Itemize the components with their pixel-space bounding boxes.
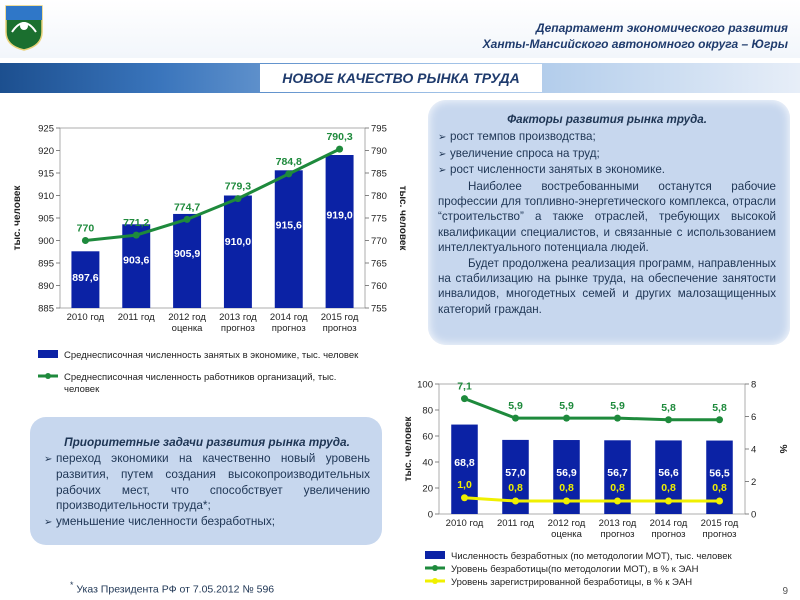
category-label: 2010 год [66, 312, 105, 323]
category-label: 2014 год [649, 518, 688, 529]
bar-value-label: 919,0 [326, 209, 353, 222]
slide-title: НОВОЕ КАЧЕСТВО РЫНКА ТРУДА [260, 64, 542, 92]
bar [326, 155, 354, 308]
line-value-label: 790,3 [326, 131, 353, 144]
plot-area [439, 384, 745, 514]
line-marker [665, 498, 672, 505]
category-label: 2012 год [168, 312, 206, 323]
factors-paragraph-programs: Будет продолжена реализация программ, направленных на стабилизацию на рынке труда, на обеспечение занятости инвалидов, многодетных семей и других малозащищенных категорий граждан. [438, 256, 776, 316]
line-marker [82, 237, 89, 244]
bar-value-label: 56,9 [556, 466, 577, 479]
line-value-label: 7,1 [457, 380, 472, 393]
bar-value-label: 915,6 [275, 219, 302, 232]
footnote [70, 580, 274, 596]
line-marker [563, 415, 570, 422]
left-axis-label: тыс. человек [403, 416, 414, 482]
line-value-label: 784,8 [275, 155, 302, 168]
bar-value-label: 910,0 [224, 235, 252, 248]
left-axis-label: тыс. человек [12, 185, 23, 251]
line-marker [716, 416, 723, 423]
category-label: 2015 год [700, 518, 739, 529]
line-marker [285, 170, 292, 177]
legend-marker [432, 565, 438, 571]
right-axis-label: % [777, 444, 788, 454]
slide-number: 9 [782, 586, 788, 597]
legend-swatch [425, 551, 445, 559]
left-axis-tick-label: 40 [422, 457, 433, 469]
right-axis-tick-label: 6 [751, 412, 757, 423]
bar-value-label: 897,6 [72, 272, 99, 285]
line-marker [614, 498, 621, 505]
category-label: прогноз [220, 323, 255, 334]
line-value-label: 5,9 [508, 400, 523, 413]
legend-marker [432, 578, 438, 584]
line-marker [716, 498, 723, 505]
priority-tasks-box [30, 417, 382, 545]
category-label: 2013 год [598, 518, 637, 529]
left-axis-tick-label: 915 [38, 168, 54, 180]
left-axis-tick-label: 885 [38, 303, 54, 315]
line-value-label: 770 [76, 222, 95, 235]
line-value-label: 0,8 [610, 482, 625, 494]
line-value-label: 5,8 [661, 401, 676, 414]
category-label: 2010 год [445, 518, 484, 529]
category-label: прогноз [600, 529, 635, 540]
department-name [483, 20, 788, 52]
line-marker [512, 498, 519, 505]
right-axis-tick-label: 780 [371, 191, 387, 202]
line-value-label: 0,8 [508, 482, 523, 494]
employment-chart [0, 118, 410, 408]
line-marker [461, 494, 468, 501]
bar [173, 214, 201, 308]
line-value-label: 779,3 [224, 180, 252, 193]
line-value-label: 5,9 [610, 400, 625, 413]
category-label: 2012 год [547, 518, 586, 529]
left-axis-tick-label: 900 [38, 236, 54, 247]
legend-label: Среднесписочная численность занятых в экономике, тыс. человек [64, 350, 359, 361]
category-label: 2011 год [117, 312, 155, 323]
line-marker [665, 416, 672, 423]
bar-value-label: 68,8 [454, 456, 475, 469]
left-axis-tick-label: 100 [417, 379, 433, 391]
factor-item: ➢ увеличение спроса на труд; [438, 146, 776, 162]
right-axis-tick-label: 760 [371, 281, 387, 292]
category-label: прогноз [702, 529, 737, 540]
bar [224, 196, 252, 309]
line-value-label: 0,8 [559, 482, 574, 494]
line-marker [234, 195, 241, 202]
footnote-text: Указ Президента РФ от 7.05.2012 № 596 [76, 583, 275, 596]
task-item: ➢ уменьшение численности безработных; [44, 514, 370, 531]
legend-swatch [38, 350, 58, 358]
category-label: оценка [551, 529, 582, 540]
coat-of-arms-logo [2, 2, 46, 52]
line-marker [133, 232, 140, 239]
category-label: прогноз [271, 323, 306, 334]
legend-label: Численность безработных (по методологии МОТ), тыс. человек [451, 551, 732, 562]
factor-item: ➢ рост темпов производства; [438, 129, 776, 145]
right-axis-tick-label: 4 [751, 444, 757, 456]
task-item: ➢ переход экономики на качественно новый уровень развития, путем создания высокопроизводительных рабочих мест, что способствует увеличению производительности труда*; [44, 451, 370, 514]
left-axis-tick-label: 80 [422, 405, 433, 417]
tasks-title: Приоритетные задачи развития рынка труда. [64, 435, 350, 449]
bar-value-label: 56,6 [658, 467, 679, 480]
labor-market-factors-box [428, 100, 790, 345]
line-value-label: 1,0 [457, 478, 472, 491]
footnote-marker: * [70, 580, 74, 590]
line-value-label: 5,9 [559, 400, 574, 413]
legend-label: Уровень безработицы(по методологии МОТ), в % к ЭАН [451, 564, 699, 575]
factors-title: Факторы развития рынка труда. [507, 113, 707, 126]
category-label: 2013 год [219, 312, 257, 323]
factor-item: ➢ рост численности занятых в экономике. [438, 162, 776, 178]
left-axis-tick-label: 20 [422, 483, 433, 495]
right-axis-tick-label: 775 [371, 213, 387, 225]
right-axis-tick-label: 755 [371, 303, 387, 315]
line-marker [184, 216, 191, 223]
left-axis-tick-label: 920 [38, 146, 54, 157]
left-axis-tick-label: 905 [38, 213, 54, 225]
category-label: прогноз [651, 529, 686, 540]
line-marker [614, 415, 621, 422]
legend-label: Среднесписочная численность работников организаций, тыс. [64, 372, 337, 383]
line-value-label: 774,7 [173, 201, 201, 214]
legend-marker [45, 373, 51, 379]
department-line-2: Ханты-Мансийского автономного округа – Югры [482, 37, 788, 51]
right-axis-tick-label: 795 [371, 123, 387, 135]
department-line-1: Департамент экономического развития [535, 21, 788, 35]
factors-paragraph-demand: Наиболее востребованными останутся рабочие профессии для топливно-энергетического комплекса, отрасли “строительство” а также отраслей, требующих высокой квалификации специалистов, и связанные с использованием интеллектуального потенциала людей. [438, 179, 776, 255]
category-label: 2011 год [497, 518, 534, 529]
right-axis-tick-label: 2 [751, 477, 757, 488]
right-axis-tick-label: 770 [371, 236, 387, 247]
left-axis-tick-label: 925 [38, 123, 54, 135]
left-axis-tick-label: 60 [422, 431, 433, 443]
line-marker [336, 146, 343, 153]
category-label: оценка [171, 323, 203, 334]
left-axis-tick-label: 0 [427, 509, 433, 521]
legend-label: Уровень зарегистрированной безработицы, в % к ЭАН [451, 577, 693, 588]
line-value-label: 5,8 [712, 401, 727, 414]
category-label: 2015 год [320, 312, 359, 323]
legend-label: человек [64, 384, 100, 395]
line-value-label: 771,2 [123, 217, 150, 230]
plot-area [60, 128, 365, 308]
left-axis-tick-label: 895 [38, 258, 54, 270]
right-axis-tick-label: 8 [751, 379, 757, 391]
left-axis-tick-label: 910 [38, 191, 54, 202]
bar-value-label: 56,5 [709, 467, 730, 480]
line-marker [461, 395, 468, 402]
right-axis-tick-label: 0 [751, 509, 757, 521]
right-axis-tick-label: 790 [371, 146, 387, 157]
unemployment-chart [405, 370, 800, 592]
line-marker [512, 415, 519, 422]
right-axis-tick-label: 785 [371, 168, 387, 180]
left-axis-tick-label: 890 [38, 281, 54, 292]
bar-value-label: 905,9 [173, 247, 201, 260]
right-axis-label: тыс. человек [397, 185, 408, 251]
bar [275, 170, 303, 308]
right-axis-tick-label: 765 [371, 258, 387, 270]
bar-value-label: 903,6 [123, 254, 150, 267]
bar-value-label: 56,7 [607, 467, 628, 480]
line-value-label: 0,8 [712, 482, 727, 494]
bar-value-label: 57,0 [505, 466, 526, 479]
line-value-label: 0,8 [661, 482, 676, 494]
category-label: 2014 год [269, 312, 308, 323]
line-marker [563, 498, 570, 505]
category-label: прогноз [322, 323, 357, 334]
